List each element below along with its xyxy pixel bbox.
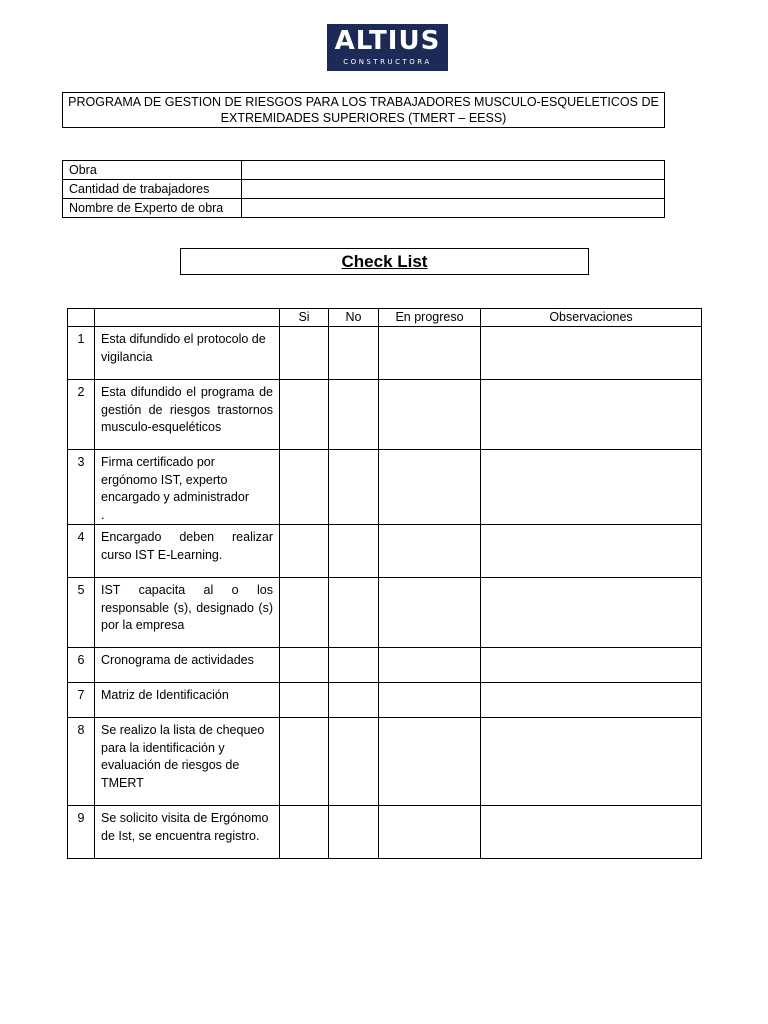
info-table	[62, 160, 665, 218]
info-label: Nombre de Experto de obra	[63, 199, 242, 218]
table-row	[68, 525, 702, 578]
no-cell[interactable]	[329, 648, 379, 683]
item-number: 6	[68, 648, 95, 683]
item-description-line: responsable (s), designado (s)	[101, 600, 273, 615]
altius-logo	[327, 24, 448, 71]
item-number: 1	[68, 327, 95, 380]
info-row-obra	[63, 161, 665, 180]
item-number: 3	[68, 450, 95, 525]
no-cell[interactable]	[329, 450, 379, 525]
table-row	[68, 578, 702, 648]
table-row	[68, 380, 702, 450]
header-num	[68, 309, 95, 327]
no-cell[interactable]	[329, 683, 379, 718]
no-cell[interactable]	[329, 327, 379, 380]
item-description-line: por la empresa	[101, 618, 185, 632]
item-description	[95, 525, 280, 578]
item-description-line: TMERT	[101, 775, 144, 790]
item-description-line: IST capacita al o los	[101, 583, 273, 597]
en-progreso-cell[interactable]	[379, 806, 481, 859]
en-progreso-cell[interactable]	[379, 578, 481, 648]
item-description-line: gestión de riesgos trastornos	[101, 402, 273, 417]
item-number: 5	[68, 578, 95, 648]
si-cell[interactable]	[280, 806, 329, 859]
item-number: 8	[68, 718, 95, 806]
si-cell[interactable]	[280, 648, 329, 683]
item-number: 4	[68, 525, 95, 578]
table-row	[68, 648, 702, 683]
item-description-line: Firma certificado por	[101, 455, 215, 469]
no-cell[interactable]	[329, 806, 379, 859]
item-number: 7	[68, 683, 95, 718]
item-description-line: Encargado deben realizar	[101, 530, 273, 544]
observaciones-cell[interactable]	[481, 683, 702, 718]
observaciones-cell[interactable]	[481, 648, 702, 683]
item-number: 9	[68, 806, 95, 859]
checklist-table	[67, 308, 702, 859]
title-line-2: EXTREMIDADES SUPERIORES (TMERT – EESS)	[220, 111, 507, 125]
item-description-line: evaluación de riesgos de	[101, 758, 240, 772]
en-progreso-cell[interactable]	[379, 380, 481, 450]
item-description-line: musculo-esqueléticos	[101, 420, 222, 434]
header-item	[95, 309, 280, 327]
header-observaciones: Observaciones	[481, 309, 702, 327]
si-cell[interactable]	[280, 718, 329, 806]
observaciones-cell[interactable]	[481, 578, 702, 648]
observaciones-cell[interactable]	[481, 525, 702, 578]
table-row	[68, 450, 702, 525]
table-row	[68, 806, 702, 859]
item-description-line: Se realizo la lista de chequeo	[101, 723, 265, 737]
info-label: Obra	[63, 161, 242, 180]
item-description	[95, 806, 280, 859]
table-row	[68, 683, 702, 718]
item-description-line: de Ist, se encuentra registro.	[101, 828, 260, 843]
si-cell[interactable]	[280, 683, 329, 718]
table-row	[68, 327, 702, 380]
info-label: Cantidad de trabajadores	[63, 180, 242, 199]
observaciones-cell[interactable]	[481, 380, 702, 450]
no-cell[interactable]	[329, 525, 379, 578]
info-row-experto	[63, 199, 665, 218]
en-progreso-cell[interactable]	[379, 327, 481, 380]
si-cell[interactable]	[280, 450, 329, 525]
document-title	[62, 92, 665, 128]
info-value-field[interactable]	[242, 180, 665, 199]
observaciones-cell[interactable]	[481, 450, 702, 525]
item-description-line: Cronograma de actividades	[101, 653, 254, 667]
checklist-header-row	[68, 309, 702, 327]
observaciones-cell[interactable]	[481, 327, 702, 380]
no-cell[interactable]	[329, 380, 379, 450]
header-en-progreso: En progreso	[379, 309, 481, 327]
item-description	[95, 327, 280, 380]
si-cell[interactable]	[280, 578, 329, 648]
en-progreso-cell[interactable]	[379, 718, 481, 806]
item-description-line: Esta difundido el programa de	[101, 385, 273, 399]
item-description	[95, 380, 280, 450]
observaciones-cell[interactable]	[481, 718, 702, 806]
logo-brand: ALTIUS	[334, 26, 441, 56]
item-description-line: Matriz de Identificación	[101, 688, 229, 702]
header-no: No	[329, 309, 379, 327]
logo-subtitle: CONSTRUCTORA	[343, 58, 432, 66]
item-description-line: Esta difundido el protocolo de	[101, 332, 266, 346]
item-description-line: Se solicito visita de Ergónomo	[101, 811, 269, 825]
item-description-line: ergónomo IST, experto	[101, 472, 228, 487]
item-description	[95, 683, 280, 718]
observaciones-cell[interactable]	[481, 806, 702, 859]
item-description	[95, 648, 280, 683]
item-description-line: encargado y administrador	[101, 490, 249, 504]
checklist-heading: Check List	[180, 248, 589, 275]
info-value-field[interactable]	[242, 161, 665, 180]
item-description	[95, 718, 280, 806]
item-description-line: .	[101, 507, 105, 522]
item-description	[95, 450, 280, 525]
en-progreso-cell[interactable]	[379, 450, 481, 525]
table-row	[68, 718, 702, 806]
header-si: Si	[280, 309, 329, 327]
item-description-line: curso IST E-Learning.	[101, 547, 223, 562]
en-progreso-cell[interactable]	[379, 683, 481, 718]
item-description-line: para la identificación y	[101, 740, 225, 755]
item-number: 2	[68, 380, 95, 450]
si-cell[interactable]	[280, 380, 329, 450]
info-value-field[interactable]	[242, 199, 665, 218]
no-cell[interactable]	[329, 718, 379, 806]
si-cell[interactable]	[280, 525, 329, 578]
title-line-1: PROGRAMA DE GESTION DE RIESGOS PARA LOS TRABAJADORES MUSCULO-ESQUELETICOS DE	[68, 95, 659, 109]
no-cell[interactable]	[329, 578, 379, 648]
en-progreso-cell[interactable]	[379, 525, 481, 578]
info-row-cantidad	[63, 180, 665, 199]
en-progreso-cell[interactable]	[379, 648, 481, 683]
si-cell[interactable]	[280, 327, 329, 380]
item-description-line: vigilancia	[101, 349, 153, 364]
item-description	[95, 578, 280, 648]
